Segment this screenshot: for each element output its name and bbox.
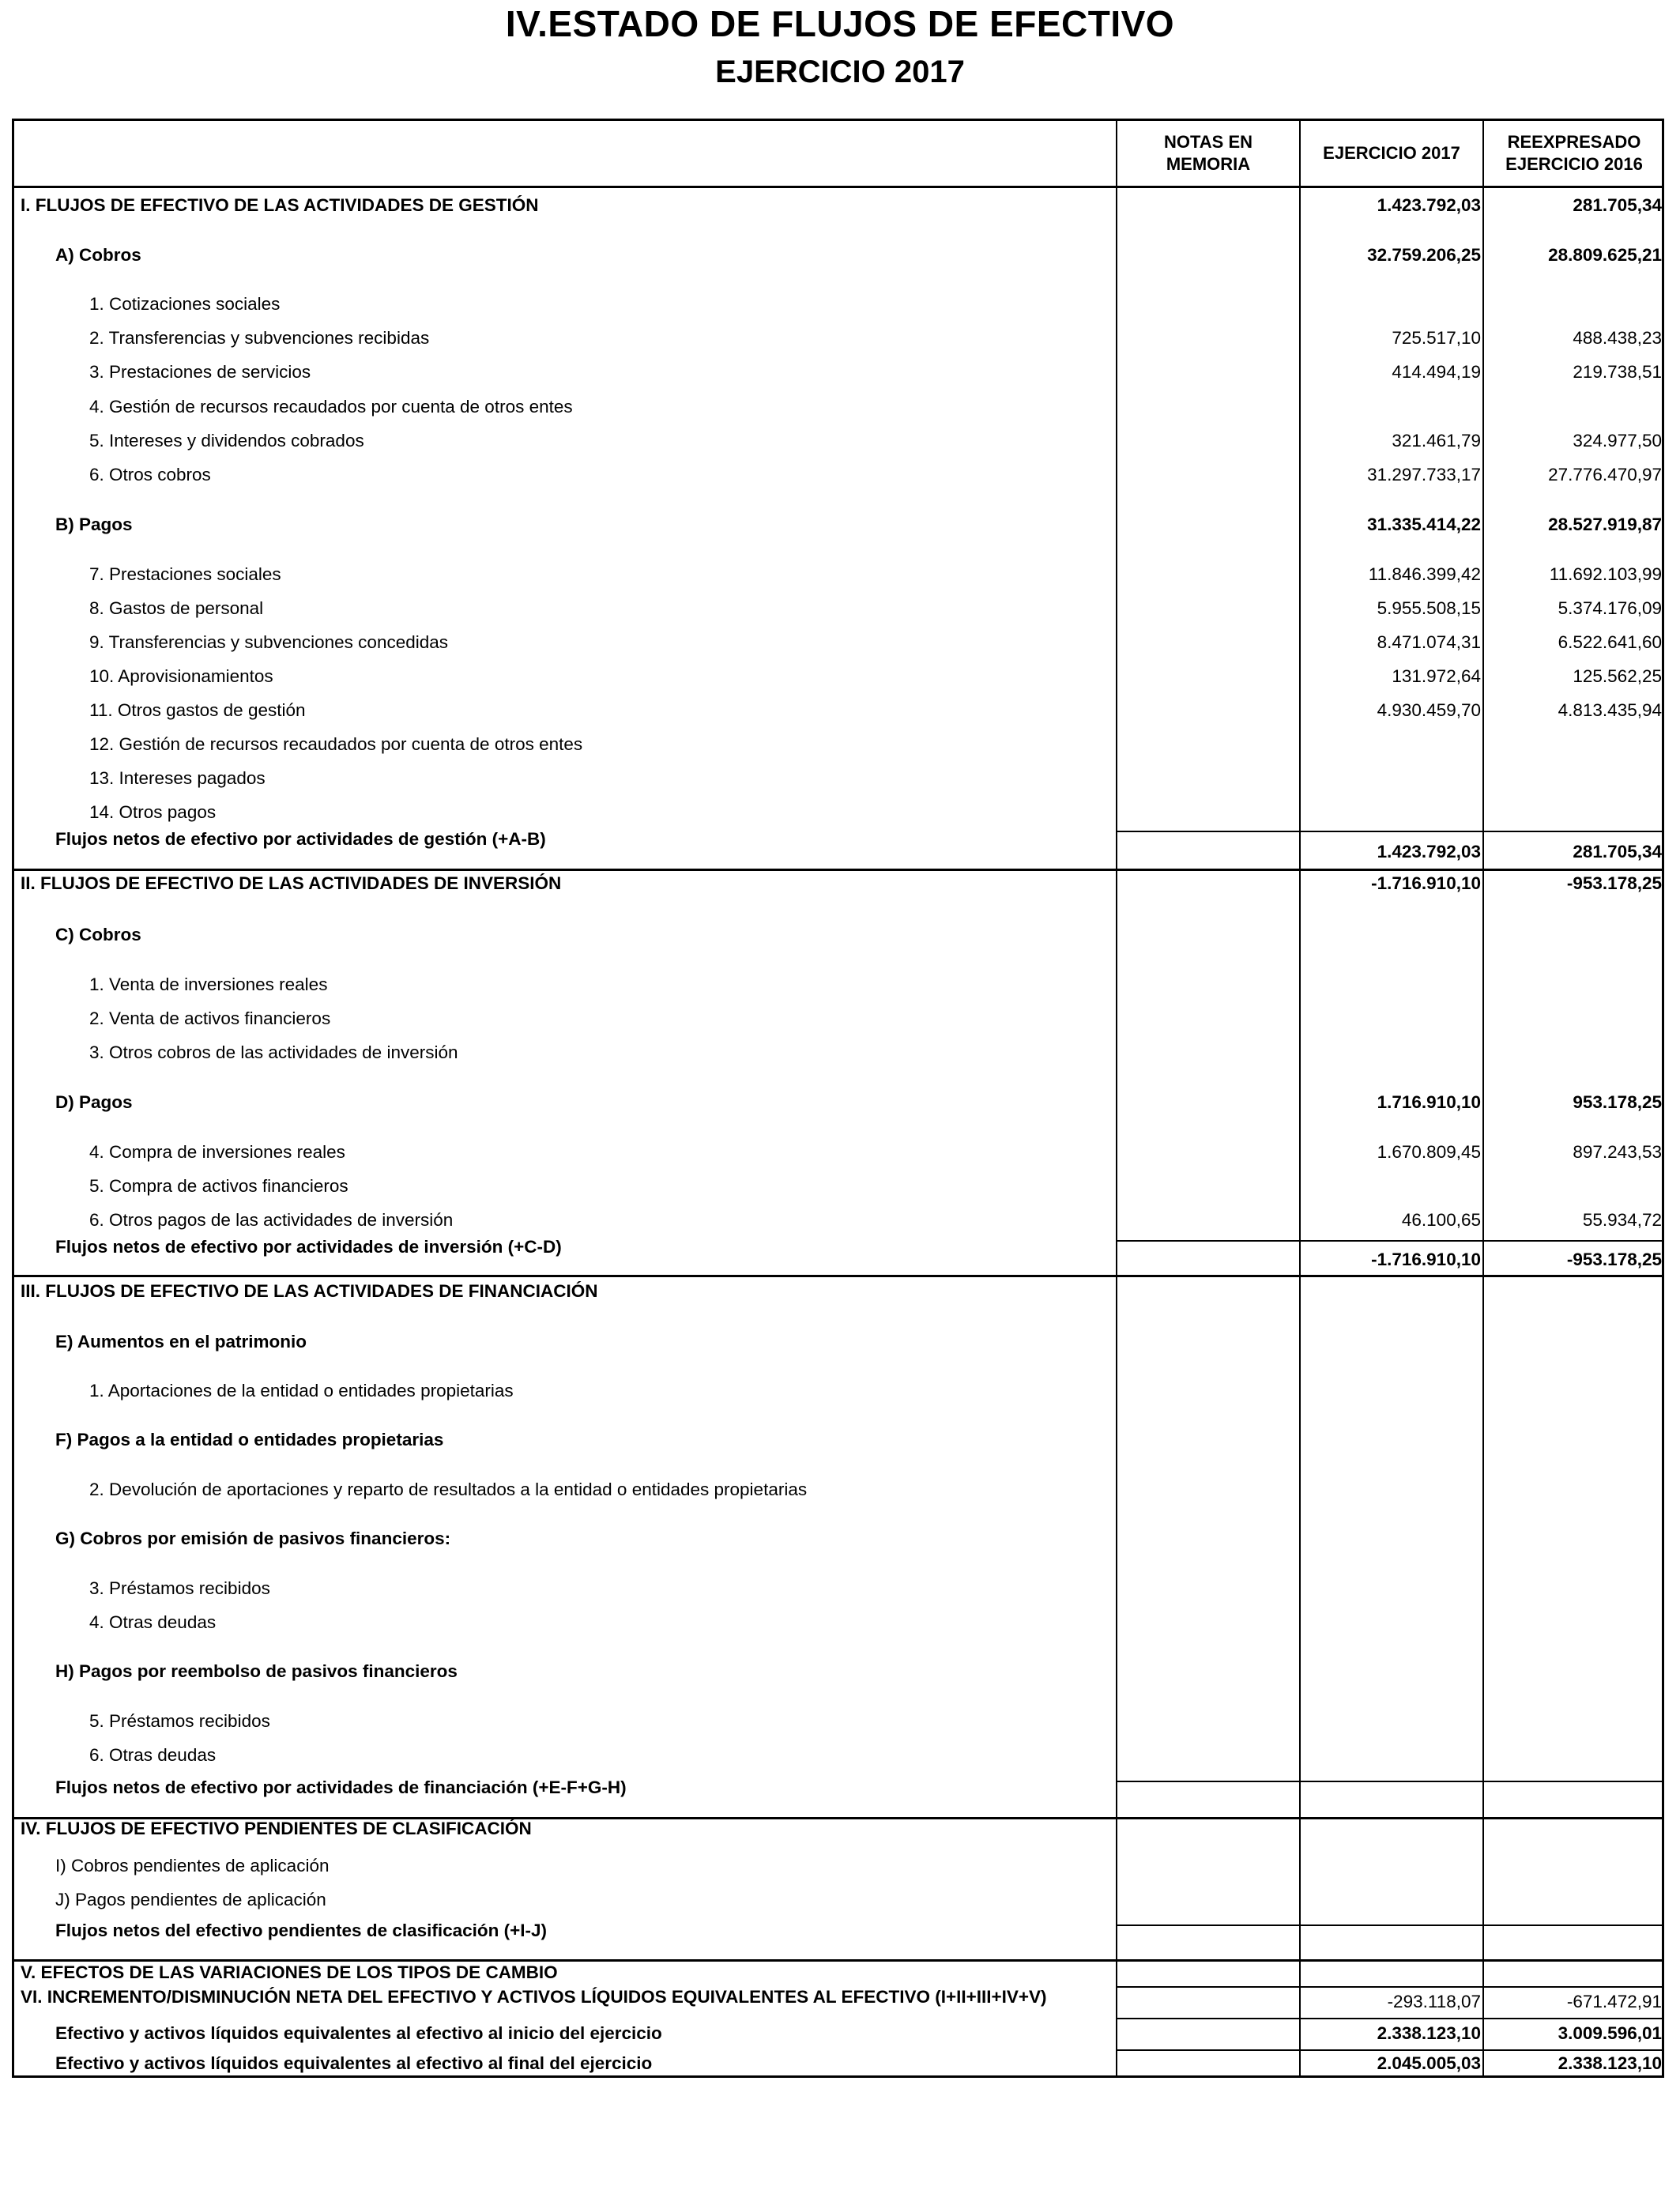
value-2016: 28.527.919,87 [1548,515,1662,534]
row-label: C) Cobros [55,925,141,944]
row-intereses-pagados [14,767,1667,790]
value-2016: 28.809.625,21 [1548,245,1662,265]
header-ejercicio-label: EJERCICIO 2017 [1323,143,1460,163]
value-2016: 897.243,53 [1573,1142,1662,1162]
row-pagos-reembolso-pasivos [14,1660,1667,1683]
value-2016: 125.562,25 [1573,666,1662,686]
row-total-inversion [14,1237,1667,1269]
row-section-financiacion [14,1280,1667,1303]
row-label: 9. Transferencias y subvenciones concedidas [89,632,449,652]
value-2016: 488.438,23 [1573,328,1662,348]
row-label: 14. Otros pagos [89,802,217,822]
row-gestion-pagos [14,513,1667,537]
rule-financiacion-section [14,1275,1662,1277]
value-2017: -293.118,07 [1387,1992,1481,2011]
value-2016: 281.705,34 [1573,195,1662,215]
row-section-gestion [14,194,1667,217]
row-compra-inversiones-reales [14,1140,1667,1164]
row-aportaciones-entidad [14,1379,1667,1403]
row-label: Flujos netos del efectivo pendientes de clasificación (+I-J) [55,1921,548,1940]
row-label: A) Cobros [55,245,141,265]
row-label: 10. Aprovisionamientos [89,666,273,686]
value-2017: 1.423.792,03 [1377,842,1481,861]
row-compra-activos-financieros [14,1174,1667,1198]
row-label: 13. Intereses pagados [89,768,266,788]
value-2017: -1.716.910,10 [1371,1250,1481,1269]
row-label: E) Aumentos en el patrimonio [55,1332,307,1351]
row-label: Flujos netos de efectivo por actividades de gestión (+A-B) [55,829,546,849]
row-label: 5. Compra de activos financieros [89,1176,348,1196]
row-otras-deudas-cobros [14,1611,1667,1634]
row-label: IV. FLUJOS DE EFECTIVO PENDIENTES DE CLASIFICACIÓN [21,1819,532,1838]
value-2016: 3.009.596,01 [1558,2023,1662,2043]
value-2017: 46.100,65 [1401,1210,1481,1230]
row-label: 5. Intereses y dividendos cobrados [89,431,364,450]
row-label: 2. Venta de activos financieros [89,1008,331,1028]
row-prestamos-recibidos-pagos [14,1710,1667,1733]
row-otras-deudas-pagos [14,1744,1667,1767]
value-2017: 2.045.005,03 [1377,2053,1481,2073]
row-label: F) Pagos a la entidad o entidades propietarias [55,1430,444,1449]
row-transferencias-recibidas [14,326,1667,350]
page-title: IV.ESTADO DE FLUJOS DE EFECTIVO [505,3,1175,44]
row-intereses-cobrados [14,429,1667,453]
row-pagos-pendientes [14,1888,1667,1912]
row-efectivo-final [14,2052,1667,2075]
row-venta-inversiones-reales [14,973,1667,997]
value-2017: 414.494,19 [1392,362,1481,382]
value-2016: -953.178,25 [1566,873,1662,893]
row-efectivo-inicio [14,2022,1667,2045]
value-2016: 2.338.123,10 [1558,2053,1662,2073]
value-2016: 11.692.103,99 [1549,564,1662,584]
value-2017: 32.759.206,25 [1367,245,1481,265]
value-2016: 5.374.176,09 [1558,598,1662,618]
row-label: 12. Gestión de recursos recaudados por cuenta de otros entes [89,734,583,754]
rule-financiacion-top [1116,1781,1662,1782]
row-otros-gastos-gestion [14,699,1667,722]
row-total-gestion [14,829,1667,861]
value-2017: 8.471.074,31 [1377,632,1481,652]
row-label: 3. Préstamos recibidos [89,1578,270,1598]
row-cobros-pendientes [14,1854,1667,1878]
value-2017: 1.716.910,10 [1377,1092,1481,1112]
cash-flow-table [12,119,1664,2078]
row-label: 6. Otras deudas [89,1745,217,1765]
row-pagos-entidad-propietaria [14,1428,1667,1452]
row-otros-pagos [14,801,1667,824]
row-label: J) Pagos pendientes de aplicación [55,1890,326,1909]
row-label: H) Pagos por reembolso de pasivos financieros [55,1661,458,1681]
row-label: Efectivo y activos líquidos equivalentes al efectivo al inicio del ejercicio [55,2023,662,2043]
row-label: Efectivo y activos líquidos equivalentes al efectivo al final del ejercicio [55,2053,653,2073]
row-label: 4. Gestión de recursos recaudados por cuenta de otros entes [89,397,573,417]
row-label: D) Pagos [55,1092,133,1112]
value-2017: 2.338.123,10 [1377,2023,1481,2043]
row-label: 5. Préstamos recibidos [89,1711,270,1731]
header-reexpresado-label: REEXPRESADO EJERCICIO 2016 [1505,132,1643,174]
value-2017: 31.335.414,22 [1367,515,1481,534]
row-label: 4. Otras deudas [89,1612,217,1632]
row-label: 6. Otros cobros [89,465,211,484]
row-total-pendientes [14,1921,1667,1950]
row-otros-pagos-inversion [14,1208,1667,1232]
row-label: 2. Devolución de aportaciones y reparto de resultados a la entidad o entidades propietarias [89,1480,808,1499]
value-2016: 55.934,72 [1582,1210,1662,1230]
row-label: VI. INCREMENTO/DISMINUCIÓN NETA DEL EFECTIVO Y ACTIVOS LÍQUIDOS EQUIVALENTES AL EFECTIVO (I+II+III+IV+V) [21,1987,1047,2007]
row-label: II. FLUJOS DE EFECTIVO DE LAS ACTIVIDADES DE INVERSIÓN [21,873,562,893]
rule-inicio-bottom [1116,2049,1662,2051]
value-2016: 6.522.641,60 [1558,632,1662,652]
row-section-inversion [14,872,1667,895]
value-2017: 1.423.792,03 [1377,195,1481,215]
row-gestion-recursos-cobros [14,395,1667,419]
header-reexpresado-2016 [1484,121,1664,186]
row-section-tipos-cambio [14,1961,1667,1985]
row-label: I. FLUJOS DE EFECTIVO DE LAS ACTIVIDADES DE GESTIÓN [21,195,539,215]
value-2017: 321.461,79 [1392,431,1481,450]
value-2016: 324.977,50 [1573,431,1662,450]
value-2016: 27.776.470,97 [1548,465,1662,484]
row-section-pendientes [14,1817,1667,1841]
header-notas-label: NOTAS EN MEMORIA [1163,132,1253,174]
rule-tipos-cambio-bottom [1116,1986,1662,1988]
row-inversion-pagos [14,1091,1667,1114]
row-label: 3. Otros cobros de las actividades de inversión [89,1042,458,1062]
row-label: 8. Gastos de personal [89,598,264,618]
row-label: B) Pagos [55,515,133,534]
row-aprovisionamientos [14,665,1667,688]
row-devolucion-aportaciones [14,1478,1667,1502]
value-2017: 131.972,64 [1392,666,1481,686]
header-ejercicio-2017 [1301,121,1482,186]
value-2017: 4.930.459,70 [1377,700,1481,720]
value-2017: 1.670.809,45 [1377,1142,1481,1162]
row-otros-cobros-inversion [14,1041,1667,1065]
row-otros-cobros [14,463,1667,487]
rule-incremento-bottom [1116,2018,1662,2019]
row-label: 1. Cotizaciones sociales [89,294,281,314]
row-section-incremento [14,1987,1667,2014]
row-prestaciones-servicios [14,360,1667,384]
page-subtitle: EJERCICIO 2017 [715,55,965,89]
row-label: 1. Venta de inversiones reales [89,974,328,994]
row-cobros-pasivos-financieros [14,1527,1667,1551]
row-label: 7. Prestaciones sociales [89,564,281,584]
row-label: I) Cobros pendientes de aplicación [55,1856,330,1875]
row-aumentos-patrimonio [14,1330,1667,1354]
row-cotizaciones-sociales [14,292,1667,316]
row-venta-activos-financieros [14,1007,1667,1031]
value-2016: 219.738,51 [1573,362,1662,382]
value-2017: 725.517,10 [1392,328,1481,348]
row-label: Flujos netos de efectivo por actividades de financiación (+E-F+G-H) [55,1777,627,1797]
row-gastos-personal [14,597,1667,620]
value-2017: 31.297.733,17 [1367,465,1481,484]
row-label: 2. Transferencias y subvenciones recibidas [89,328,430,348]
row-prestamos-recibidos-cobros [14,1577,1667,1600]
header-separator [14,186,1662,188]
value-2016: -953.178,25 [1566,1250,1662,1269]
value-2017: 5.955.508,15 [1377,598,1481,618]
row-label: V. EFECTOS DE LAS VARIACIONES DE LOS TIPOS DE CAMBIO [21,1962,558,1982]
row-label: 4. Compra de inversiones reales [89,1142,345,1162]
row-gestion-recursos-pagos [14,733,1667,756]
value-2016: 953.178,25 [1573,1092,1662,1112]
value-2017: -1.716.910,10 [1371,873,1481,893]
row-transferencias-concedidas [14,631,1667,654]
row-label: 3. Prestaciones de servicios [89,362,311,382]
row-total-financiacion [14,1777,1667,1807]
row-label: 11. Otros gastos de gestión [89,700,306,720]
row-prestaciones-sociales [14,563,1667,586]
row-label: 6. Otros pagos de las actividades de inversión [89,1210,454,1230]
rule-inversion-section [14,869,1662,871]
row-label: III. FLUJOS DE EFECTIVO DE LAS ACTIVIDADES DE FINANCIACIÓN [21,1281,598,1301]
row-inversion-cobros [14,923,1667,947]
row-gestion-cobros [14,243,1667,267]
row-label: Flujos netos de efectivo por actividades de inversión (+C-D) [55,1237,562,1257]
row-label: 1. Aportaciones de la entidad o entidades propietarias [89,1381,514,1400]
value-2016: 281.705,34 [1573,842,1662,861]
value-2016: -671.472,91 [1566,1992,1662,2011]
value-2016: 4.813.435,94 [1558,700,1662,720]
row-label: G) Cobros por emisión de pasivos financieros: [55,1529,451,1548]
value-2017: 11.846.399,42 [1368,564,1481,584]
header-notas-memoria [1117,121,1299,186]
